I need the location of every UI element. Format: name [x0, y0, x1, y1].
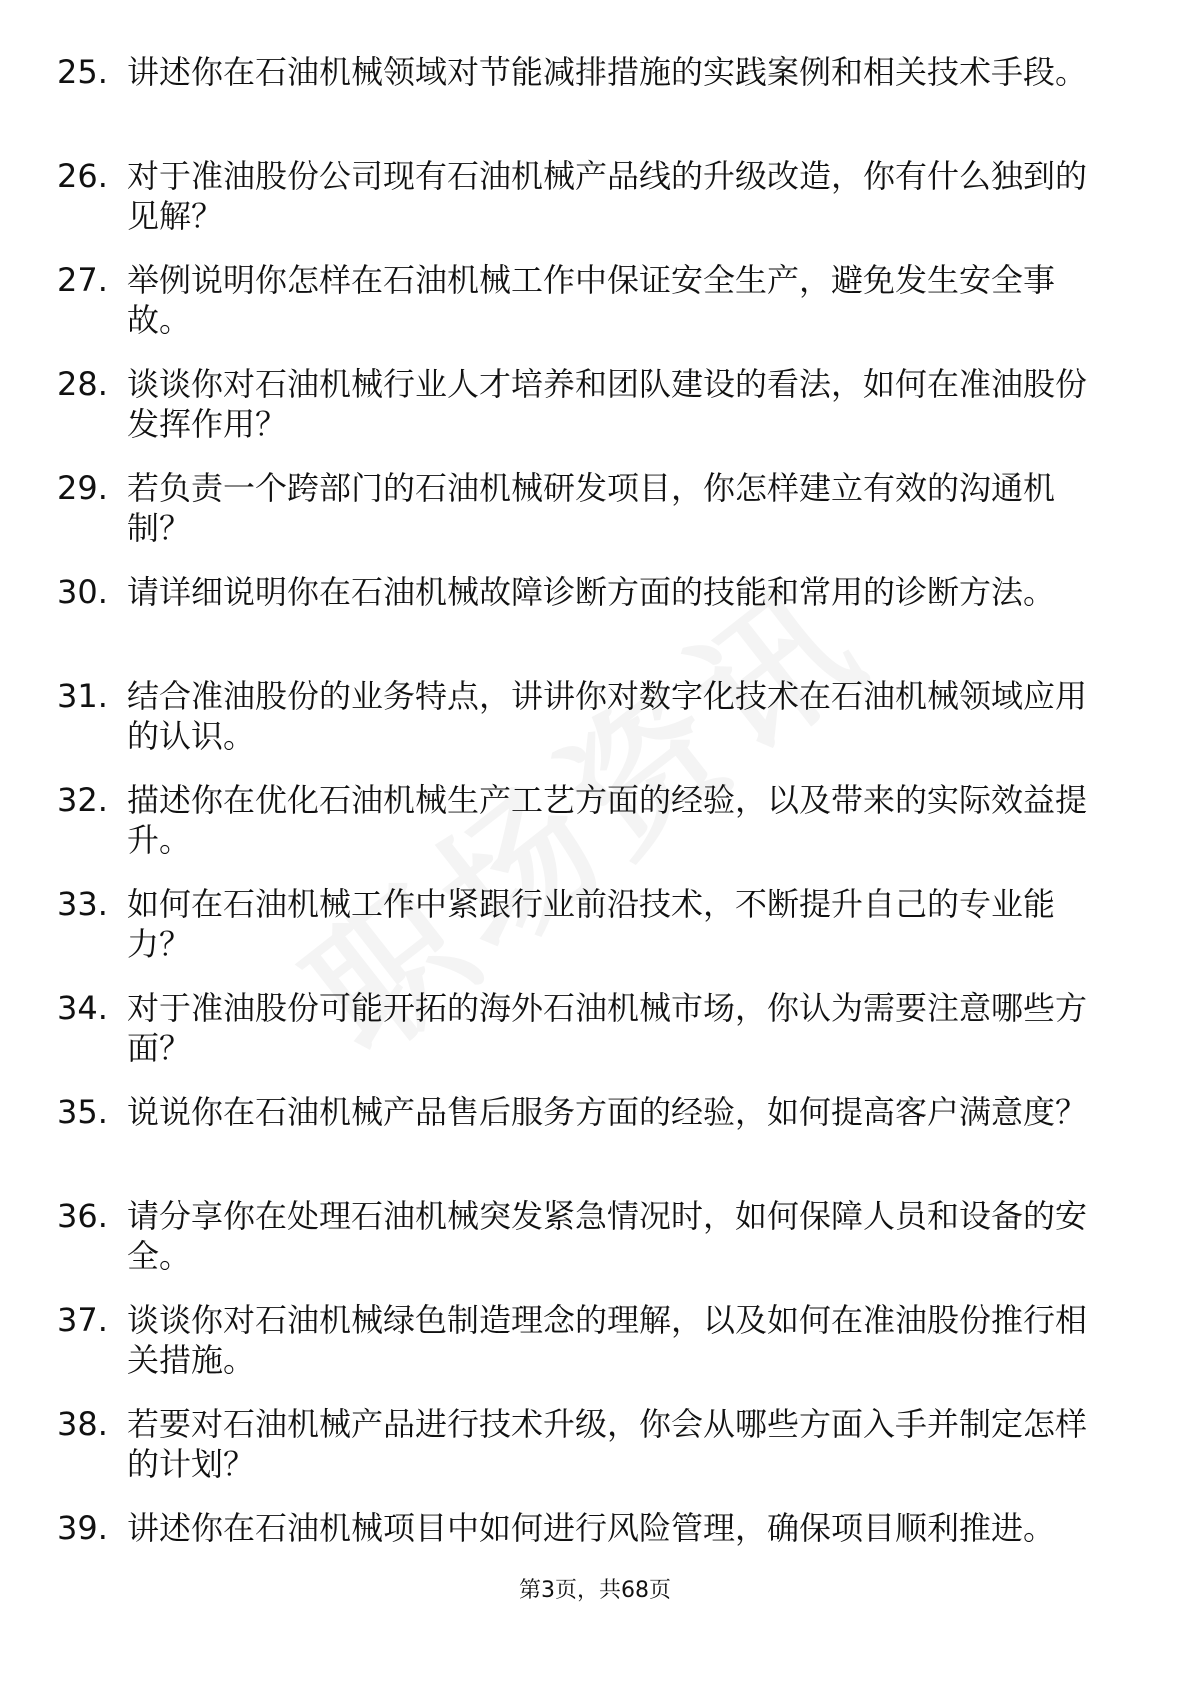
- item-text: 结合准油股份的业务特点，讲讲你对数字化技术在石油机械领域应用的认识。: [127, 677, 1088, 755]
- list-item: [57, 156, 1117, 260]
- item-text: 说说你在石油机械产品售后服务方面的经验，如何提高客户满意度？: [127, 1093, 1088, 1131]
- item-text: 谈谈你对石油机械行业人才培养和团队建设的看法，如何在准油股份发挥作用？: [127, 365, 1088, 443]
- list-item: [57, 572, 1117, 676]
- item-text: 举例说明你怎样在石油机械工作中保证安全生产，避免发生安全事故。: [127, 261, 1056, 339]
- list-item: [57, 468, 1117, 572]
- item-text: 若要对石油机械产品进行技术升级，你会从哪些方面入手并制定怎样的计划？: [127, 1405, 1088, 1483]
- item-text: 描述你在优化石油机械生产工艺方面的经验，以及带来的实际效益提升。: [127, 781, 1088, 859]
- list-item: [57, 1092, 1117, 1196]
- item-text: 谈谈你对石油机械绿色制造理念的理解，以及如何在准油股份推行相关措施。: [127, 1301, 1088, 1379]
- list-item: [57, 780, 1117, 884]
- list-item: [57, 884, 1117, 988]
- item-text: 讲述你在石油机械领域对节能减排措施的实践案例和相关技术手段。: [127, 53, 1088, 91]
- item-number: 26.: [57, 157, 108, 195]
- list-item: [57, 1404, 1117, 1508]
- page-number: 第3页，共68页: [519, 1578, 671, 1603]
- item-number: 29.: [57, 469, 108, 507]
- list-item: [57, 1300, 1117, 1404]
- item-text: 请详细说明你在石油机械故障诊断方面的技能和常用的诊断方法。: [127, 573, 1056, 611]
- item-text: 若负责一个跨部门的石油机械研发项目，你怎样建立有效的沟通机制？: [127, 469, 1056, 547]
- item-text: 如何在石油机械工作中紧跟行业前沿技术，不断提升自己的专业能力？: [127, 885, 1056, 963]
- item-number: 32.: [57, 781, 108, 819]
- list-item: [57, 676, 1117, 780]
- item-number: 34.: [57, 989, 108, 1027]
- item-number: 25.: [57, 53, 108, 91]
- item-text: 对于准油股份公司现有石油机械产品线的升级改造，你有什么独到的见解？: [127, 157, 1088, 235]
- item-number: 27.: [57, 261, 108, 299]
- item-number: 37.: [57, 1301, 108, 1339]
- item-number: 30.: [57, 573, 108, 611]
- question-list: [57, 52, 1117, 1612]
- list-item: [57, 52, 1117, 156]
- list-item: [57, 1196, 1117, 1300]
- item-text: 对于准油股份可能开拓的海外石油机械市场，你认为需要注意哪些方面？: [127, 989, 1088, 1067]
- item-text: 请分享你在处理石油机械突发紧急情况时，如何保障人员和设备的安全。: [127, 1197, 1088, 1275]
- list-item: [57, 364, 1117, 468]
- item-number: 35.: [57, 1093, 108, 1131]
- item-text: 讲述你在石油机械项目中如何进行风险管理，确保项目顺利推进。: [127, 1509, 1056, 1547]
- list-item: [57, 988, 1117, 1092]
- item-number: 33.: [57, 885, 108, 923]
- item-number: 36.: [57, 1197, 108, 1235]
- item-number: 28.: [57, 365, 108, 403]
- item-number: 31.: [57, 677, 108, 715]
- list-item: [57, 260, 1117, 364]
- item-number: 38.: [57, 1405, 108, 1443]
- item-number: 39.: [57, 1509, 108, 1547]
